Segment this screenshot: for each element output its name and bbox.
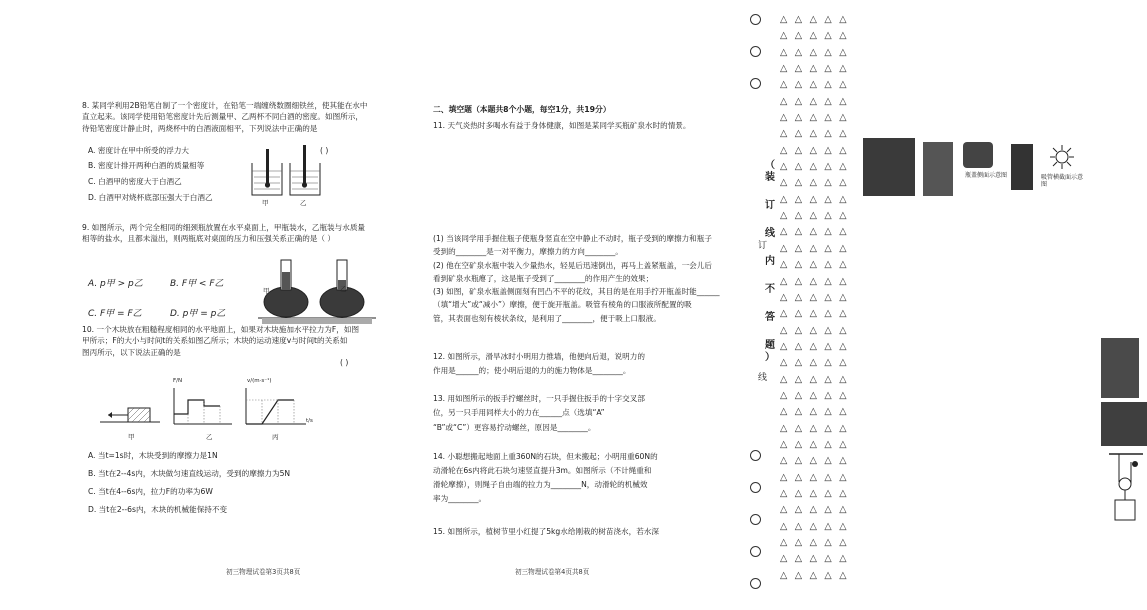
question-10-velocity-axis-label: v/(m·s⁻¹) <box>247 378 272 384</box>
binding-triangle-row: △△△△△ <box>780 357 855 369</box>
question-10-force-axis-label: F/N <box>173 378 183 384</box>
question-14 <box>433 450 703 506</box>
question-15: 15. 如图所示，植树节里小红提了5kg水给刚栽的树苗浇水，若水深 <box>433 527 659 536</box>
question-12-skater-image <box>1101 338 1139 398</box>
binding-triangle-row: △△△△△ <box>780 438 855 450</box>
binding-triangle-row: △△△△△ <box>780 14 855 25</box>
question-11-part-1-line-1: (1) 当该同学用手握住瓶子使瓶身竖直在空中静止不动时，瓶子受到的摩擦力和瓶子 <box>433 234 712 243</box>
question-8-answer-paren: ( ) <box>320 146 329 155</box>
binding-char: 线 <box>765 228 775 239</box>
question-11-straw-caption: 吸管横截面示意图 <box>1041 174 1084 189</box>
binding-triangle-row: △△△△△ <box>780 79 855 91</box>
question-10-option-c: C. 当t在4--6s内，拉力F的功率为6W <box>88 487 213 496</box>
binding-triangle-row: △△△△△ <box>780 226 855 238</box>
binding-char: ） <box>765 352 775 363</box>
binding-triangle-row: △△△△△ <box>780 259 855 271</box>
binding-triangle-row: △△△△△ <box>780 161 855 173</box>
binding-triangle-row: △△△△△ <box>780 242 855 254</box>
question-12-line-1: 12. 如图所示，滑旱冰时小明用力推墙，他便向后退，说明力的 <box>433 352 645 361</box>
binding-char: 答 <box>765 312 775 323</box>
binding-char: 内 <box>765 256 775 267</box>
question-8-option-b: B. 密度计排开两种白酒的质量相等 <box>88 161 205 170</box>
binding-hole-circle <box>750 514 761 525</box>
binding-holes-column <box>750 14 764 610</box>
question-10-option-a: A. 当t=1s时，木块受到的摩擦力是1N <box>88 451 218 460</box>
question-11-hand-bottle-photo <box>863 138 915 196</box>
question-10-fig-label-bing: 丙 <box>272 433 279 441</box>
question-10-line-2: 甲所示；F的大小与时间t的关系如图乙所示；木块的运动速度v与时间t的关系如 <box>82 336 348 346</box>
question-13-line-1: 13. 用如图所示的扳手拧螺丝时，一只手握住扳手的十字交叉部 <box>433 394 645 403</box>
binding-triangle-row: △△△△△ <box>780 373 855 385</box>
question-11-part-1-line-2: 受到的________是一对平衡力，摩擦力的方向________。 <box>433 247 623 257</box>
binding-char: 不 <box>765 284 775 295</box>
binding-side-mark-ding: 订 <box>758 241 768 251</box>
question-14-line-1: 14. 小聪想搬起地面上重360N的石块，但未搬起；小明用重60N的 <box>433 452 658 461</box>
question-11-part-2-line-1: (2) 他在空矿泉水瓶中装入少量热水，轻晃后迅速倒出，再马上盖紧瓶盖，一会儿后 <box>433 260 712 270</box>
binding-triangle-row: △△△△△ <box>780 487 855 499</box>
question-10-line-3: 图丙所示，以下说法正确的是 <box>82 347 181 357</box>
binding-triangle-row: △△△△△ <box>780 128 855 140</box>
question-8-line-1: 8. 某同学利用2B铅笔自制了一个密度计，在铅笔一端缠绕数圈细铁丝，使其能在水中 <box>82 101 368 110</box>
binding-triangle-row: △△△△△ <box>780 63 855 75</box>
section-title-fill-in: 二、填空题（本题共8个小题，每空1分，共19分） <box>433 105 611 114</box>
question-8 <box>82 100 412 134</box>
question-11-part-2-line-2: 看到矿泉水瓶瘪了，这是瓶子受到了________的作用产生的效果； <box>433 273 654 283</box>
question-9-option-c: C. F甲 = F乙 <box>88 309 142 319</box>
question-11-bottle-photo <box>923 142 953 196</box>
question-10-force-time-graph <box>168 384 236 430</box>
page-4-footer: 初三物理试卷第4页共8页 <box>515 568 590 576</box>
question-11-parts <box>433 232 733 325</box>
question-11-straw-cross-section-icon <box>1049 144 1075 170</box>
binding-char: 题 <box>765 340 775 351</box>
binding-char: （ <box>765 160 775 171</box>
binding-triangle-row: △△△△△ <box>780 177 855 189</box>
binding-triangle-row: △△△△△ <box>780 520 855 532</box>
question-10 <box>82 324 412 358</box>
question-10-option-d: D. 当t在2--6s内，木块的机械能保持不变 <box>88 505 228 514</box>
binding-triangle-row: △△△△△ <box>780 324 855 336</box>
binding-triangle-pattern <box>780 14 854 586</box>
binding-triangle-row: △△△△△ <box>780 422 855 434</box>
question-11-part-3-line-2: （填“增大”或“减小”）摩擦，便于旋开瓶盖。吸管有棱角的口服液所配置的吸 <box>433 300 692 310</box>
binding-triangle-row: △△△△△ <box>780 112 855 124</box>
binding-triangle-row: △△△△△ <box>780 553 855 565</box>
binding-triangle-row: △△△△△ <box>780 308 855 320</box>
binding-triangle-row: △△△△△ <box>780 291 855 303</box>
binding-char: 订 <box>765 200 775 211</box>
question-10-answer-paren: ( ) <box>340 358 349 367</box>
question-13-line-3: “B”或“C”）更容易拧动螺丝，原因是________。 <box>433 422 596 432</box>
question-14-line-4: 率为________。 <box>433 494 487 504</box>
question-9-option-a: A. p甲 > p乙 <box>88 279 143 289</box>
question-14-line-2: 动滑轮在6s内将此石块匀速竖直提升3m。如图所示（不计绳重和 <box>433 466 652 476</box>
question-8-option-a: A. 密度计在甲中所受的浮力大 <box>88 146 190 155</box>
binding-triangle-row: △△△△△ <box>780 537 855 548</box>
question-10-line-1: 10. 一个木块放在粗糙程度相同的水平地面上，如果对木块施加水平拉力为F，如图 <box>82 325 360 334</box>
binding-warning-vertical-text <box>763 160 777 364</box>
question-9-option-b: B. F甲 < F乙 <box>170 279 224 289</box>
binding-hole-circle <box>750 14 761 25</box>
question-13-line-2: 位，另一只手用同样大小的力在______点（选填“A” <box>433 408 605 418</box>
question-8-option-d: D. 白酒甲对烧杯底部压强大于白酒乙 <box>88 193 213 202</box>
question-10-fig-label-jia: 甲 <box>128 433 135 441</box>
binding-triangle-row: △△△△△ <box>780 340 855 352</box>
question-12 <box>433 350 693 379</box>
binding-triangle-row: △△△△△ <box>780 193 855 205</box>
binding-margin <box>740 0 860 608</box>
question-9-flasks-figure <box>258 256 378 326</box>
exam-page-4 <box>415 0 1084 608</box>
question-14-pulley-figure <box>1105 452 1147 524</box>
exam-page-3 <box>0 0 415 608</box>
question-12-line-2: 作用是______的；使小明后退的力的施力物体是________。 <box>433 366 631 376</box>
question-9-fig-label-jia: 甲 <box>263 287 270 295</box>
question-9-line-2: 相等的盐水，且都未溢出，则两瓶底对桌面的压力和压强关系正确的是（ ） <box>82 234 336 244</box>
binding-triangle-row: △△△△△ <box>780 504 855 516</box>
binding-triangle-row: △△△△△ <box>780 455 855 467</box>
question-10-block-figure <box>100 400 160 430</box>
question-11-straw-image <box>1011 144 1033 190</box>
question-10-option-b: B. 当t在2--4s内，木块做匀速直线运动，受到的摩擦力为5N <box>88 469 291 478</box>
question-8-line-3: 待铅笔密度计静止时，两烧杯中的白酒液面相平，下列说法中正确的是 <box>82 123 318 133</box>
binding-triangle-row: △△△△△ <box>780 95 855 107</box>
binding-triangle-row: △△△△△ <box>780 275 855 287</box>
question-13-wrench-image <box>1101 402 1147 446</box>
binding-triangle-row: △△△△△ <box>780 406 855 418</box>
question-10-fig-label-yi: 乙 <box>206 433 213 441</box>
binding-side-mark-xian: 线 <box>758 373 768 383</box>
binding-triangle-row: △△△△△ <box>780 210 855 222</box>
question-8-fig-label-jia: 甲 <box>262 199 269 207</box>
question-9-fig-label-yi: 乙 <box>340 285 347 293</box>
page-3-footer: 初三物理试卷第3页共8页 <box>226 568 301 576</box>
question-11-part-3-line-1: (3) 如图，矿泉水瓶盖侧面刻有凹凸不平的花纹，其目的是在用手拧开瓶盖时能______ <box>433 287 720 297</box>
binding-hole-circle <box>750 46 761 57</box>
question-11-intro: 11. 天气炎热时多喝水有益于身体健康，如图是某同学买瓶矿泉水时的情景。 <box>433 121 691 130</box>
binding-hole-circle <box>750 578 761 589</box>
question-9 <box>82 222 412 245</box>
question-8-fig-label-yi: 乙 <box>300 199 307 207</box>
question-9-line-1: 9. 如图所示，两个完全相同的细颈瓶放置在水平桌面上，甲瓶装水，乙瓶装与水质量 <box>82 223 366 232</box>
question-10-velocity-time-graph <box>240 384 312 430</box>
question-13 <box>433 392 698 435</box>
binding-hole-circle <box>750 78 761 89</box>
question-10-time-axis-label: t/s <box>306 418 313 424</box>
binding-triangle-row: △△△△△ <box>780 569 855 581</box>
binding-triangle-row: △△△△△ <box>780 471 855 483</box>
question-8-line-2: 直立起来。该同学使用铅笔密度计先后测量甲、乙两杯不同白酒的密度。如图所示， <box>82 112 363 122</box>
binding-triangle-row: △△△△△ <box>780 30 855 42</box>
question-9-option-d: D. p甲 = p乙 <box>170 309 226 319</box>
binding-hole-circle <box>750 546 761 557</box>
binding-triangle-row: △△△△△ <box>780 389 855 401</box>
binding-hole-circle <box>750 482 761 493</box>
binding-hole-circle <box>750 450 761 461</box>
question-14-line-3: 滑轮摩擦），则绳子自由端的拉力为________N，动滑轮的机械效 <box>433 480 648 490</box>
question-8-beakers-figure <box>248 145 328 205</box>
question-8-option-c: C. 白酒甲的密度大于白酒乙 <box>88 177 182 186</box>
binding-triangle-row: △△△△△ <box>780 144 855 156</box>
question-11-part-3-line-3: 管，其表面也刻有棱状条纹，是利用了________，便于吸上口服液。 <box>433 313 661 323</box>
binding-triangle-row: △△△△△ <box>780 46 855 58</box>
binding-char: 装 <box>765 172 775 183</box>
question-11-cap-caption: 瓶盖侧面示意图 <box>965 172 1008 179</box>
question-11-bottle-cap-image <box>963 142 993 168</box>
